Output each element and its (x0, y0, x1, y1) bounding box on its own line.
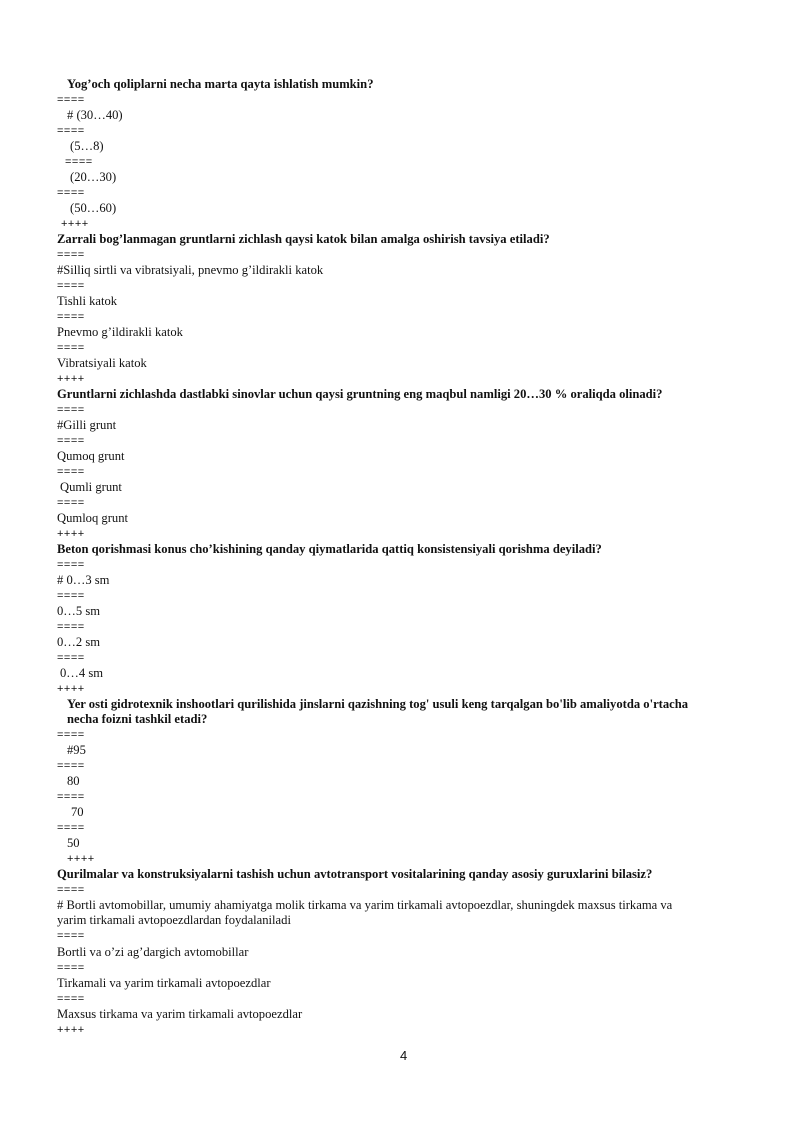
answer-option: Qumoq grunt (57, 449, 125, 463)
answer-option: Pnevmo g’ildirakli katok (57, 325, 183, 339)
answer-option: 50 (67, 836, 80, 850)
separator: ==== (57, 962, 85, 974)
separator: ==== (57, 94, 85, 106)
end-marker: ++++ (57, 1024, 85, 1036)
end-marker: ++++ (61, 218, 89, 230)
answer-option: 0…4 sm (60, 666, 104, 680)
answer-option: (50…60) (70, 201, 117, 215)
separator: ==== (57, 311, 85, 323)
answer-option: # Bortli avtomobillar, umumiy ahamiyatga molik tirkama va yarim tirkamali avtopoezdlar, shuningdek maxsus tirkama va (57, 898, 673, 912)
question-title: Zarrali bog’lanmagan gruntlarni zichlash qaysi katok bilan amalga oshirish tavsiya etiladi? (57, 232, 550, 246)
question-title: Qurilmalar va konstruksiyalarni tashish uchun avtotransport vositalarining qanday asosiy guruxlarini bilasiz? (57, 867, 653, 881)
answer-option-continued: yarim tirkamali avtopoezdlardan foydalaniladi (57, 913, 291, 927)
end-marker: ++++ (57, 373, 85, 385)
question-title-continued: necha foizni tashkil etadi? (67, 712, 208, 726)
separator: ==== (57, 559, 85, 571)
separator: ==== (57, 884, 85, 896)
answer-option: Qumli grunt (60, 480, 122, 494)
answer-option: Tishli katok (57, 294, 118, 308)
separator: ==== (57, 930, 85, 942)
separator: ==== (57, 791, 85, 803)
separator: ==== (57, 342, 85, 354)
separator: ==== (57, 822, 85, 834)
end-marker: ++++ (67, 853, 95, 865)
answer-option: Bortli va o’zi ag’dargich avtomobillar (57, 945, 249, 959)
end-marker: ++++ (57, 528, 85, 540)
answer-option: #Gilli grunt (57, 418, 117, 432)
answer-option: #Silliq sirtli va vibratsiyali, pnevmo g’ildirakli katok (57, 263, 324, 277)
answer-option: (5…8) (70, 139, 104, 153)
separator: ==== (57, 125, 85, 137)
separator: ==== (57, 760, 85, 772)
separator: ==== (57, 590, 85, 602)
separator: ==== (57, 435, 85, 447)
page-number: 4 (400, 1048, 408, 1063)
answer-option: (20…30) (70, 170, 117, 184)
answer-option: 0…5 sm (57, 604, 101, 618)
separator: ==== (57, 621, 85, 633)
answer-option: # (30…40) (67, 108, 123, 122)
separator: ==== (57, 497, 85, 509)
question-title: Gruntlarni zichlashda dastlabki sinovlar uchun qaysi gruntning eng maqbul namligi 20…30 % oraliqda olinadi? (57, 387, 663, 401)
separator: ==== (57, 993, 85, 1005)
separator: ==== (57, 652, 85, 664)
separator: ==== (57, 249, 85, 261)
answer-option: Qumloq grunt (57, 511, 129, 525)
answer-option: Vibratsiyali katok (57, 356, 147, 370)
answer-option: # 0…3 sm (57, 573, 110, 587)
answer-option: 0…2 sm (57, 635, 101, 649)
answer-option: Maxsus tirkama va yarim tirkamali avtopoezdlar (57, 1007, 303, 1021)
separator: ==== (57, 729, 85, 741)
answer-option: 80 (67, 774, 80, 788)
question-title: Yog’och qoliplarni necha marta qayta ishlatish mumkin? (67, 77, 374, 91)
separator: ==== (57, 187, 85, 199)
question-title: Yer osti gidrotexnik inshootlari qurilishida jinslarni qazishning tog' usuli keng tarqalgan bo'lib amaliyotda o'rtacha (67, 697, 689, 711)
answer-option: #95 (67, 743, 86, 757)
separator: ==== (57, 404, 85, 416)
answer-option: 70 (71, 805, 84, 819)
question-title: Beton qorishmasi konus cho’kishining qanday qiymatlarida qattiq konsistensiyali qorishma deyiladi? (57, 542, 602, 556)
answer-option: Tirkamali va yarim tirkamali avtopoezdlar (57, 976, 271, 990)
separator: ==== (65, 156, 93, 168)
separator: ==== (57, 280, 85, 292)
end-marker: ++++ (57, 683, 85, 695)
separator: ==== (57, 466, 85, 478)
